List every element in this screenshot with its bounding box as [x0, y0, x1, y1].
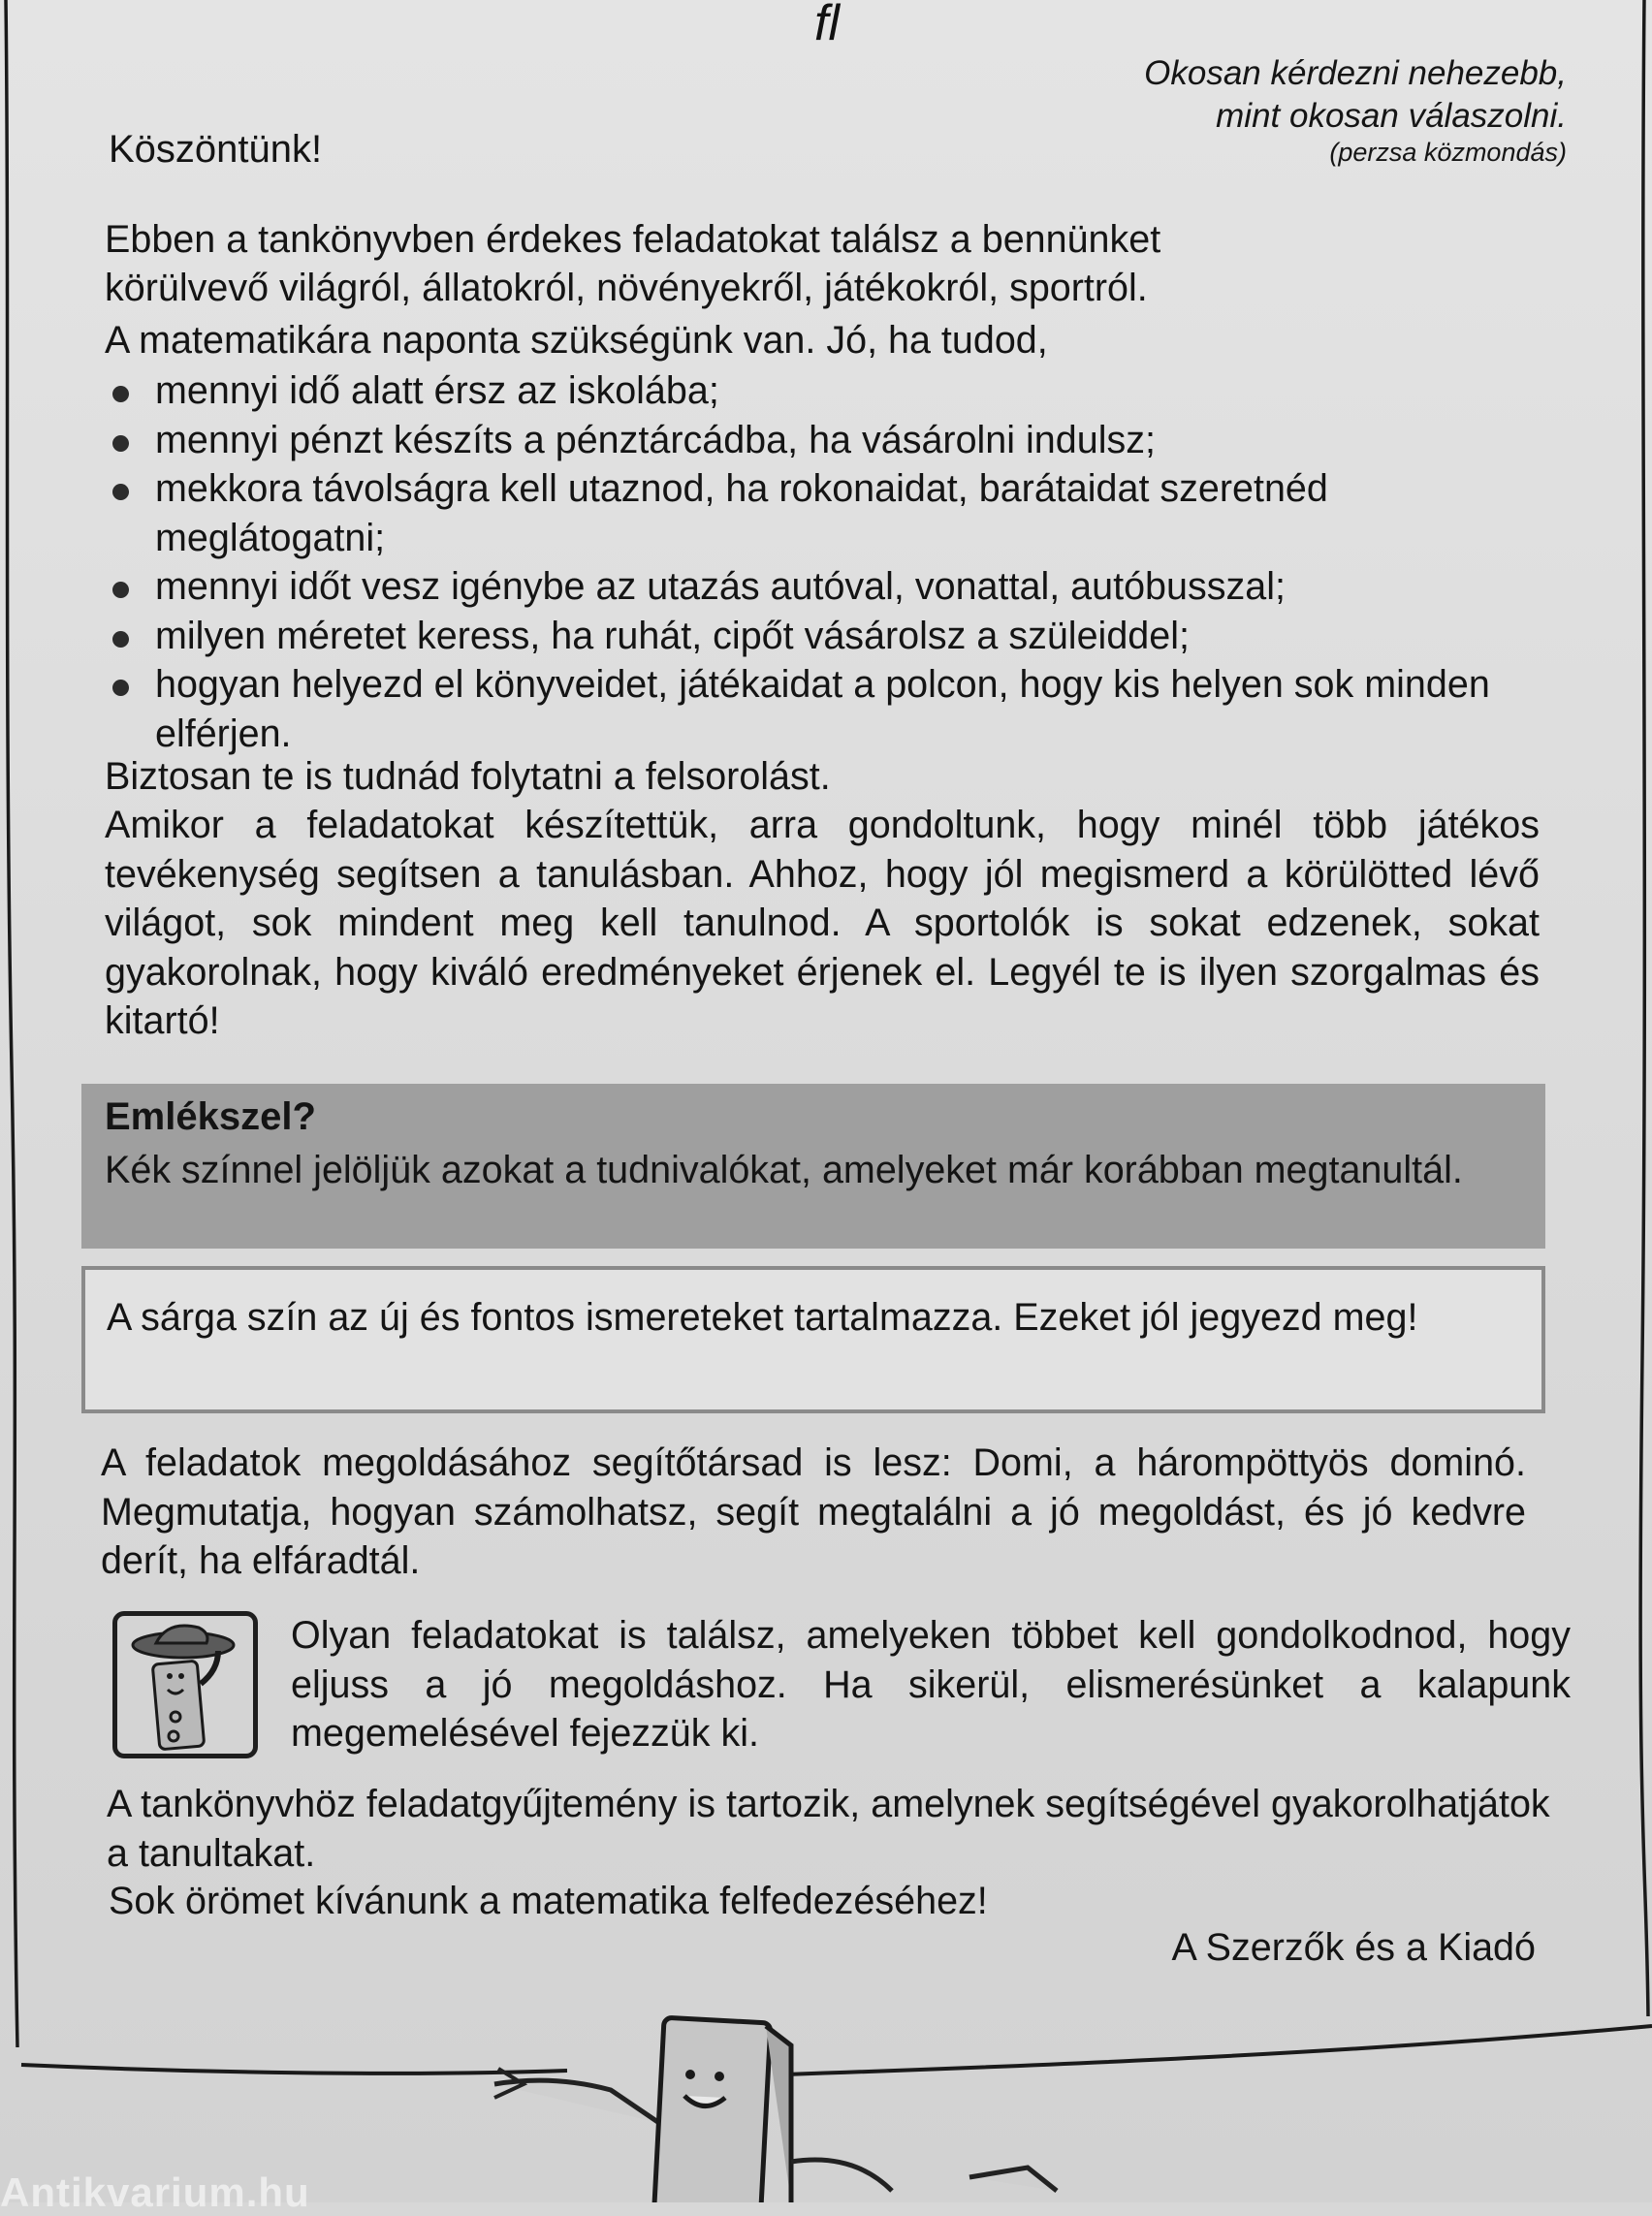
quote-line-2: mint okosan válaszolni.	[1216, 97, 1567, 135]
motivation-paragraph: Amikor a feladatokat készítettük, arra gondoltunk, hogy minél több játékos tevékenység segítsen a tanulásban. Ahhoz, hogy jól megismerd a körülötted lévő világot, sok mindent meg kell tanulnod. A sportolók is sokat edzenek, sokat gyakorolnak, hogy kiváló eredményeket érjenek el. Legyél te is ilyen szorgalmas és kitartó!	[105, 804, 1540, 1042]
new-knowledge-box	[81, 1266, 1545, 1413]
hat-paragraph: Olyan feladatokat is találsz, amelyeken többet kell gondolkodnod, hogy eljuss a jó megoldáshoz. Ha sikerül, elismerésünket a kalapunk megemelésével fejezzük ki.	[291, 1614, 1571, 1755]
list-item: mennyi időt vesz igénybe az utazás autóval, vonattal, autóbusszal;	[107, 562, 1561, 612]
bullet-list	[107, 366, 1561, 758]
quote-source: (perzsa közmondás)	[1329, 138, 1567, 167]
list-item: milyen méretet keress, ha ruhát, cipőt vásárolsz a szüleiddel;	[107, 612, 1561, 661]
quote-line-1: Okosan kérdezni nehezebb,	[1144, 54, 1567, 92]
remember-box	[81, 1084, 1545, 1249]
list-item: hogyan helyezd el könyveidet, játékaidat a polcon, hogy kis helyen sok minden elférjen.	[107, 660, 1561, 758]
intro-line-3: A matematikára naponta szükségünk van. Jó, ha tudod,	[105, 319, 1048, 362]
helper-paragraph: A feladatok megoldásához segítőtársad is lesz: Domi, a hárompöttyös dominó. Megmutatja, hogyan számolhatsz, segít megtalálni a jó megoldást, és jó kedvre derít, ha elfáradtál.	[101, 1441, 1526, 1582]
domino-mascot-illustration	[485, 2007, 1086, 2202]
epigraph-quote	[1144, 52, 1567, 167]
new-knowledge-box-text: A sárga szín az új és fontos ismereteket tartalmazza. Ezeket jól jegyezd meg!	[107, 1296, 1418, 1339]
domino-hat-drawing	[117, 1616, 253, 1754]
list-item: mennyi pénzt készíts a pénztárcádba, ha vásárolni indulsz;	[107, 416, 1561, 465]
watermark: Antikvarium.hu	[0, 2169, 310, 2215]
list-item: mennyi idő alatt érsz az iskolába;	[107, 366, 1561, 416]
continue-line: Biztosan te is tudnád folytatni a felsorolást.	[105, 755, 831, 798]
intro-line-1: Ebben a tankönyvben érdekes feladatokat találsz a bennünket	[105, 218, 1161, 261]
greeting-heading: Köszöntünk!	[109, 128, 323, 171]
closing-paragraph: A tankönyvhöz feladatgyűjtemény is tartozik, amelynek segítségével gyakorolhatjátok a tanultakat.	[107, 1783, 1550, 1875]
signature: A Szerzők és a Kiadó	[1171, 1926, 1536, 1969]
remember-box-text: Kék színnel jelöljük azokat a tudnivalókat, amelyeket már korábban megtanultál.	[105, 1149, 1463, 1191]
closing-wish: Sok örömet kívánunk a matematika felfedezéséhez!	[109, 1880, 988, 1922]
list-item: mekkora távolságra kell utaznod, ha rokonaidat, barátaidat szeretnéd meglátogatni;	[107, 464, 1551, 562]
remember-box-title: Emlékszel?	[105, 1095, 316, 1138]
page-top-mark: ﬂ	[814, 0, 840, 51]
hat-tip-icon	[112, 1611, 258, 1758]
intro-line-2: körülvevő világról, állatokról, növényekről, játékokról, sportról.	[105, 267, 1148, 309]
